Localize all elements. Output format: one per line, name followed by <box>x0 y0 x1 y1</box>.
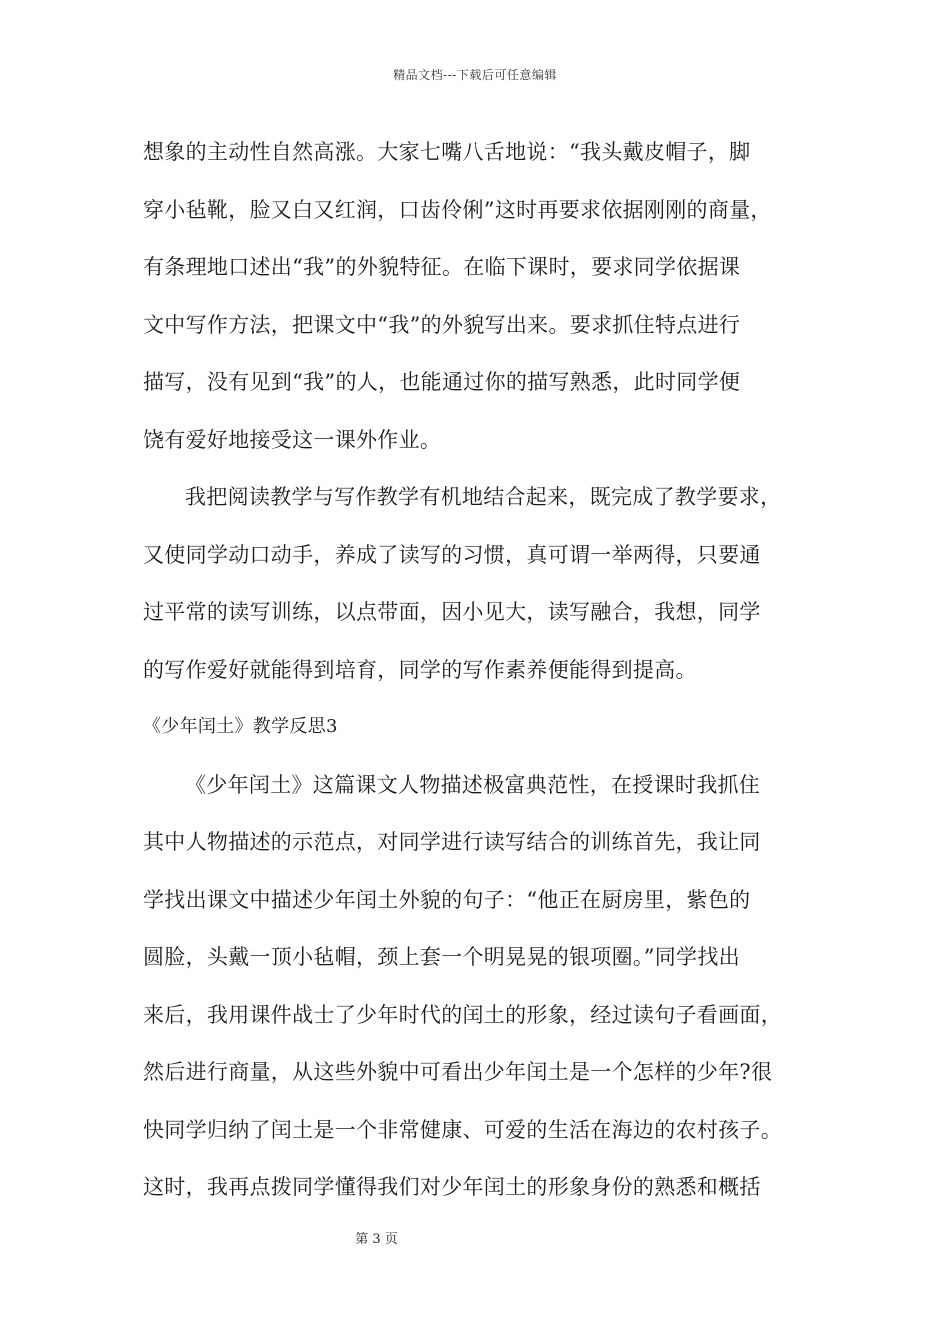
text-line: 圆脸，头戴一顶小毡帽，颈上套一个明晃晃的银项圈。”同学找出 <box>143 945 740 969</box>
paragraph-3 <box>143 763 833 1223</box>
text-line: 《少年闰土》这篇课文人物描述极富典范性，在授课时我抓住 <box>185 772 761 797</box>
text-line: 其中人物描述的示范点，对同学进行读写结合的训练首先，我让同 <box>143 830 761 854</box>
paragraph-2 <box>143 475 833 705</box>
text-line: 这时，我再点拨同学懂得我们对少年闰土的形象身份的熟悉和概括 <box>143 1175 761 1199</box>
text-line: 来后，我用课件战士了少年时代的闰土的形象，经过读句子看画面， <box>143 1002 782 1027</box>
text-line: 学找出课文中描述少年闰土外貌的句子：“他正在厨房里，紫色的 <box>143 887 751 912</box>
text-line: 想象的主动性自然高涨。大家七嘴八舌地说：“我头戴皮帽子，脚 <box>143 140 751 164</box>
page-number: 第 3 页 <box>355 1232 398 1247</box>
text-line: 然后进行商量，从这些外貌中可看出少年闰土是一个怎样的少年?很 <box>143 1060 773 1084</box>
paragraph-1 <box>143 130 833 475</box>
text-line: 过平常的读写训练，以点带面，因小见大，读写融合，我想，同学 <box>143 600 761 624</box>
text-line: 有条理地口述出“我”的外貌特征。在临下课时，要求同学依据课 <box>143 255 741 279</box>
page-header: 精品文档---下载后可任意编辑 <box>393 68 557 82</box>
text-line: 饶有爱好地接受这一课外作业。 <box>143 427 442 452</box>
section-title: 《少年闰土》教学反思3 <box>143 716 338 737</box>
text-line: 的写作爱好就能得到培育，同学的写作素养便能得到提高。 <box>143 657 697 682</box>
text-line: 快同学归纳了闰土是一个非常健康、可爱的生活在海边的农村孩子。 <box>143 1117 782 1142</box>
text-line: 穿小毡靴，脸又白又红润，口齿伶俐”这时再要求依据刚刚的商量， <box>143 197 772 222</box>
text-line: 文中写作方法，把课文中“我”的外貌写出来。要求抓住特点进行 <box>143 312 741 337</box>
text-line: 描写，没有见到“我”的人，也能通过你的描写熟悉，此时同学便 <box>143 370 741 394</box>
text-line: 我把阅读教学与写作教学有机地结合起来，既完成了教学要求， <box>185 485 782 509</box>
text-line: 又使同学动口动手，养成了读写的习惯，真可谓一举两得，只要通 <box>143 542 761 567</box>
document-body <box>143 130 833 1223</box>
